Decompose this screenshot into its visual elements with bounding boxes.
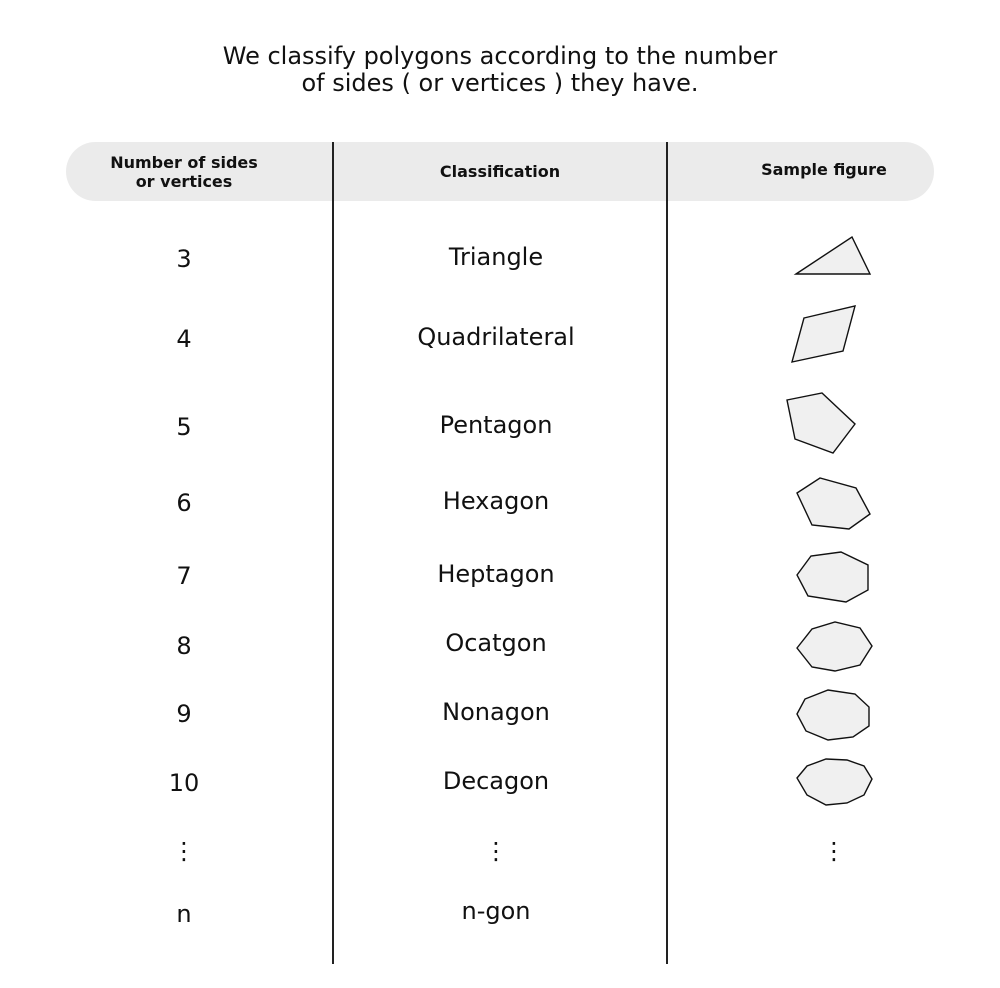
sides-cell: 3 [176,245,192,273]
classification-cell: n-gon [461,897,531,925]
sides-cell: 6 [176,489,192,517]
classification-cell: Decagon [442,767,550,795]
hexagon-icon [797,478,870,529]
octagon-icon [797,622,872,671]
sides-cell: 9 [176,700,192,728]
pentagon-icon [787,393,855,453]
heptagon-icon [797,552,868,602]
sides-cell: 8 [176,632,192,660]
classification-cell: Heptagon [437,560,555,588]
classification-cell: Nonagon [442,698,550,726]
classification-cell: Quadrilateral [417,323,575,351]
classification-cell: Ocatgon [445,629,547,657]
classification-cell: Triangle [448,243,544,271]
continuation-dots: ⋮ [822,837,846,865]
nonagon-icon [797,690,869,740]
quadrilateral-icon [792,306,855,362]
column-header-sample-figure: Sample figure [761,160,887,179]
continuation-dots: ⋮ [484,837,508,865]
continuation-dots: ⋮ [172,837,196,865]
column-header-sides-line-2: or vertices [135,172,233,191]
sides-cell: 10 [168,769,200,797]
sides-cell: 4 [176,325,192,353]
sides-cell: 7 [176,562,192,590]
triangle-icon [796,237,870,274]
column-header-classification: Classification [439,162,561,181]
classification-cell: Hexagon [442,487,550,515]
sides-cell: n [176,900,192,928]
sides-cell: 5 [176,413,192,441]
column-header-sides-line-1: Number of sides [110,153,258,172]
classification-cell: Pentagon [439,411,553,439]
decagon-icon [797,759,872,805]
intro-line-2: of sides ( or vertices ) they have. [301,69,699,97]
intro-line-1: We classify polygons according to the number [222,42,778,70]
